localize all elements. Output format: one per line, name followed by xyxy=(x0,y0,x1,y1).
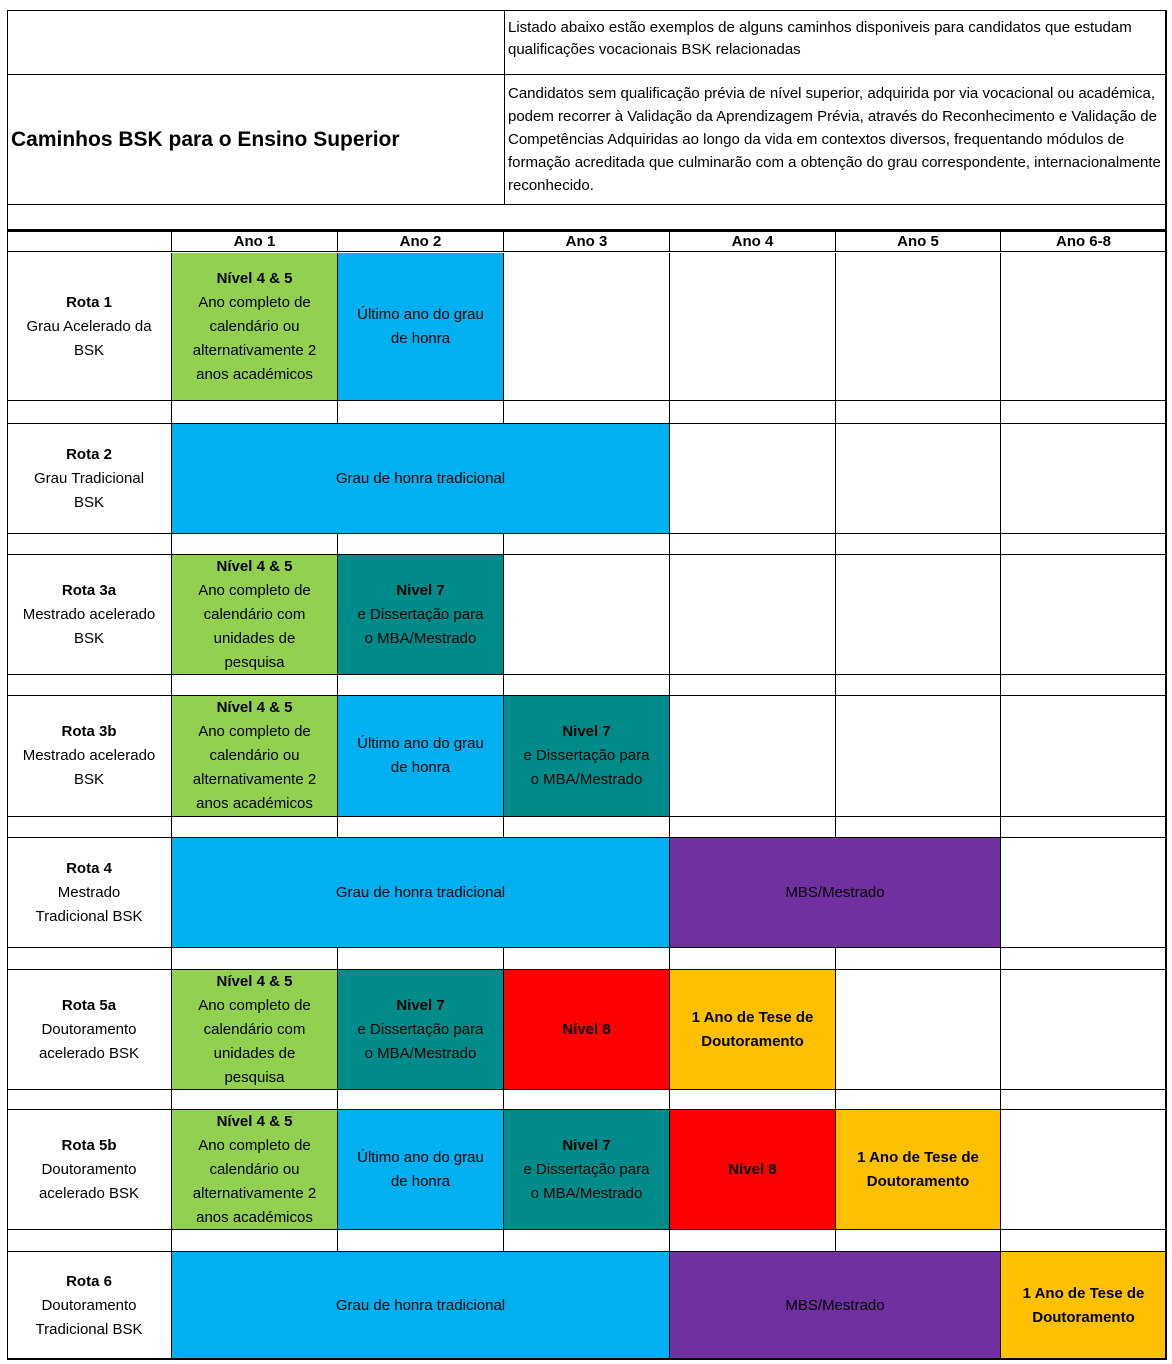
pathway-block-purple xyxy=(670,1252,1001,1360)
block-text xyxy=(357,1146,484,1194)
spacer-cell xyxy=(1001,401,1167,424)
block-line: anos académicos xyxy=(196,365,313,383)
route-label-text xyxy=(34,443,144,515)
year-header-1 xyxy=(172,230,338,252)
route-label-text xyxy=(23,720,156,792)
spacer-cell xyxy=(670,675,836,696)
spacer-cell xyxy=(172,817,338,838)
block-line: 1 Ano de Tese de xyxy=(1022,1284,1145,1302)
block-line: Último ano do grau xyxy=(357,735,484,752)
spacer-cell xyxy=(670,534,836,555)
block-text xyxy=(336,1294,505,1318)
pathway-block-green xyxy=(172,1110,338,1230)
block-line: Nivel 7 xyxy=(396,996,445,1014)
block-line: e Dissertação para xyxy=(357,605,484,623)
route-description-line: Mestrado acelerado xyxy=(22,605,156,623)
block-text xyxy=(358,994,484,1066)
block-line: Ano completo de xyxy=(198,1136,311,1154)
spacer-cell xyxy=(836,534,1001,555)
block-line: Ano completo de xyxy=(198,581,311,599)
empty-cell xyxy=(836,555,1001,675)
block-line: calendário com xyxy=(203,605,306,623)
header-title-cell xyxy=(7,75,505,205)
block-line: Nível 4 & 5 xyxy=(216,1112,293,1130)
spacer-cell xyxy=(7,948,172,970)
block-line: alternativamente 2 xyxy=(192,1184,317,1202)
spacer-cell xyxy=(338,534,504,555)
block-line: o MBA/Mestrado xyxy=(364,629,477,647)
page-title: Caminhos BSK para o Ensino Superior xyxy=(11,127,400,151)
block-line: Nivel 7 xyxy=(396,581,445,599)
block-line: Ano completo de xyxy=(198,293,311,311)
pathway-block-teal xyxy=(338,555,504,675)
route-description-line: BSK xyxy=(73,629,104,647)
description-text: Candidatos sem qualificação prévia de nível superior, adquirida por via vocacional ou académica, podem recorrer à Validação da Aprendizagem Prévia, através do Reconhecimento e Validação de Competências Adquiridas ao longo da vida em contextos diversos, frequentando módulos de formação acreditada que culminarão com a obtenção do grau correspondente, internacionalmente reconhecido. xyxy=(508,85,1161,194)
pathway-block-purple xyxy=(670,838,1001,948)
route-name: Rota 2 xyxy=(66,445,112,463)
header-intro xyxy=(505,10,1167,75)
empty-cell xyxy=(670,696,836,817)
block-line: Doutoramento xyxy=(866,1172,970,1190)
pathway-block-red xyxy=(670,1110,836,1230)
spacer-cell xyxy=(836,1230,1001,1252)
block-text xyxy=(562,1018,610,1042)
block-line: Nível 8 xyxy=(728,1160,777,1178)
year-header-label: Ano 1 xyxy=(233,232,276,250)
spacer-cell xyxy=(670,401,836,424)
spacer-cell xyxy=(172,534,338,555)
block-line: o MBA/Mestrado xyxy=(530,1184,643,1202)
spacer-cell xyxy=(338,1090,504,1110)
spacer-cell xyxy=(172,948,338,970)
pathway-block-blue xyxy=(338,696,504,817)
pathway-block-blue xyxy=(172,838,670,948)
block-line: alternativamente 2 xyxy=(192,771,317,788)
intro-text: Listado abaixo estão exemplos de alguns caminhos disponiveis para candidatos que estudam qualificações vocacionais BSK relacionadas xyxy=(508,19,1132,58)
block-line: pesquisa xyxy=(224,653,285,671)
year-header-4 xyxy=(670,230,836,252)
empty-cell xyxy=(1001,424,1167,534)
pathway-block-orange xyxy=(1001,1252,1167,1360)
block-line: Último ano do grau xyxy=(357,305,484,323)
route-name: Rota 6 xyxy=(66,1272,112,1290)
spacer-cell xyxy=(338,401,504,424)
block-line: de honra xyxy=(390,759,451,776)
block-line: Nível 4 & 5 xyxy=(216,699,293,716)
block-line: Nível 4 & 5 xyxy=(216,269,293,287)
year-header-label: Ano 4 xyxy=(731,232,774,250)
year-header-5 xyxy=(836,230,1001,252)
pathway-block-teal xyxy=(338,970,504,1090)
route-label-text xyxy=(36,1270,143,1342)
block-text xyxy=(785,1294,884,1318)
block-line: calendário ou xyxy=(209,1160,300,1178)
route-name: Rota 1 xyxy=(66,293,112,311)
empty-cell xyxy=(504,253,670,401)
route-description-line: Doutoramento xyxy=(41,1160,137,1178)
spacer-cell xyxy=(1001,1090,1167,1110)
pathways-sheet xyxy=(7,10,1167,1360)
route-name: Rota 4 xyxy=(66,859,112,877)
empty-cell xyxy=(670,555,836,675)
block-text xyxy=(358,579,484,651)
block-text xyxy=(198,555,311,675)
year-header-label: Ano 5 xyxy=(897,232,939,250)
route-label-6 xyxy=(7,970,172,1090)
empty-cell xyxy=(1001,838,1167,948)
spacer-cell xyxy=(338,675,504,696)
route-name: Rota 5a xyxy=(61,996,117,1014)
route-description-line: BSK xyxy=(73,493,104,511)
block-line: 1 Ano de Tese de xyxy=(691,1008,814,1026)
year-header-6 xyxy=(1001,230,1167,252)
block-line: o MBA/Mestrado xyxy=(530,771,643,788)
route-description-line: Doutoramento xyxy=(41,1020,137,1038)
block-line: MBS/Mestrado xyxy=(785,1296,885,1314)
block-line: e Dissertação para xyxy=(523,1160,650,1178)
block-line: Nivel 7 xyxy=(562,723,611,740)
spacer-cell xyxy=(504,675,670,696)
block-line: Ano completo de xyxy=(198,723,311,740)
block-line: anos académicos xyxy=(196,795,313,812)
year-header-corner xyxy=(7,230,172,252)
spacer-cell xyxy=(7,1090,172,1110)
block-line: calendário ou xyxy=(209,317,300,335)
block-text xyxy=(357,303,484,351)
block-text xyxy=(357,732,484,780)
pathway-block-orange xyxy=(836,1110,1001,1230)
route-name: Rota 3b xyxy=(61,723,117,740)
pathway-block-blue xyxy=(172,1252,670,1360)
empty-cell xyxy=(836,696,1001,817)
block-text xyxy=(524,720,650,792)
header-spacer xyxy=(7,205,1167,230)
route-label-5 xyxy=(7,838,172,948)
block-line: Doutoramento xyxy=(701,1032,804,1050)
empty-cell xyxy=(1001,1110,1167,1230)
header-description xyxy=(505,75,1167,205)
block-line: e Dissertação para xyxy=(523,747,650,764)
empty-cell xyxy=(670,253,836,401)
block-text xyxy=(198,970,311,1090)
route-name: Rota 5b xyxy=(61,1136,117,1154)
spacer-cell xyxy=(836,948,1001,970)
block-text xyxy=(193,696,316,816)
spacer-cell xyxy=(670,1230,836,1252)
pathway-block-green xyxy=(172,696,338,817)
route-description-line: Tradicional BSK xyxy=(35,907,143,925)
block-line: o MBA/Mestrado xyxy=(364,1044,477,1062)
empty-cell xyxy=(836,424,1001,534)
pathway-block-red xyxy=(504,970,670,1090)
route-description-line: BSK xyxy=(73,341,104,359)
spacer-cell xyxy=(172,401,338,424)
spacer-cell xyxy=(338,817,504,838)
block-line: Nível 4 & 5 xyxy=(216,557,293,575)
empty-cell xyxy=(670,424,836,534)
spacer-cell xyxy=(504,948,670,970)
empty-cell xyxy=(1001,253,1167,401)
spacer-cell xyxy=(7,1230,172,1252)
spacer-cell xyxy=(7,817,172,838)
route-label-text xyxy=(39,1134,139,1206)
pathway-block-blue xyxy=(338,1110,504,1230)
pathway-block-teal xyxy=(504,696,670,817)
block-text xyxy=(336,467,505,491)
empty-cell xyxy=(836,970,1001,1090)
spacer-cell xyxy=(1001,534,1167,555)
block-line: Último ano do grau xyxy=(357,1148,484,1166)
spacer-cell xyxy=(1001,817,1167,838)
block-line: MBS/Mestrado xyxy=(785,883,885,901)
route-label-2 xyxy=(7,424,172,534)
route-label-text xyxy=(36,857,143,929)
block-line: pesquisa xyxy=(224,1068,285,1086)
route-label-7 xyxy=(7,1110,172,1230)
block-line: Grau de honra tradicional xyxy=(335,1296,506,1314)
block-line: calendário ou xyxy=(209,747,300,764)
block-text xyxy=(1023,1282,1145,1330)
spacer-cell xyxy=(836,817,1001,838)
route-description-line: Tradicional BSK xyxy=(35,1320,143,1338)
empty-cell xyxy=(1001,696,1167,817)
block-text xyxy=(524,1134,650,1206)
spacer-cell xyxy=(670,948,836,970)
block-line: unidades de xyxy=(213,1044,296,1062)
route-description-line: acelerado BSK xyxy=(38,1184,140,1202)
block-line: unidades de xyxy=(213,629,296,647)
pathway-block-orange xyxy=(670,970,836,1090)
block-text xyxy=(193,267,316,387)
route-label-text xyxy=(39,994,139,1066)
spacer-cell xyxy=(7,534,172,555)
year-header-2 xyxy=(338,230,504,252)
route-label-1 xyxy=(7,253,172,401)
block-line: calendário com xyxy=(203,1020,306,1038)
block-line: Grau de honra tradicional xyxy=(335,469,506,487)
route-description-line: acelerado BSK xyxy=(38,1044,140,1062)
block-line: Ano completo de xyxy=(198,996,311,1014)
empty-cell xyxy=(1001,555,1167,675)
year-header-label: Ano 3 xyxy=(565,232,608,250)
route-description-line: Grau Acelerado da xyxy=(26,317,152,335)
route-label-8 xyxy=(7,1252,172,1360)
block-line: de honra xyxy=(390,1172,451,1190)
block-line: Nível 4 & 5 xyxy=(216,972,293,990)
block-line: Nivel 7 xyxy=(562,1136,611,1154)
empty-cell xyxy=(504,555,670,675)
route-label-3 xyxy=(7,555,172,675)
block-line: de honra xyxy=(390,329,451,347)
empty-cell xyxy=(836,253,1001,401)
year-header-3 xyxy=(504,230,670,252)
block-text xyxy=(193,1110,316,1230)
spacer-cell xyxy=(1001,1230,1167,1252)
block-line: e Dissertação para xyxy=(357,1020,484,1038)
empty-cell xyxy=(1001,970,1167,1090)
block-line: Doutoramento xyxy=(1032,1308,1135,1326)
block-text xyxy=(857,1146,979,1194)
spacer-cell xyxy=(836,675,1001,696)
route-label-4 xyxy=(7,696,172,817)
spacer-cell xyxy=(670,817,836,838)
route-description-line: BSK xyxy=(73,771,104,788)
spacer-cell xyxy=(172,1230,338,1252)
spacer-cell xyxy=(1001,948,1167,970)
pathway-block-blue xyxy=(338,253,504,401)
block-text xyxy=(336,881,505,905)
year-header-label: Ano 2 xyxy=(399,232,442,250)
route-label-text xyxy=(26,291,151,363)
spacer-cell xyxy=(1001,675,1167,696)
spacer-cell xyxy=(172,1090,338,1110)
pathway-block-green xyxy=(172,253,338,401)
block-line: Grau de honra tradicional xyxy=(335,883,506,901)
block-text xyxy=(785,881,884,905)
route-description-line: Grau Tradicional xyxy=(33,469,145,487)
spacer-cell xyxy=(172,675,338,696)
spacer-cell xyxy=(504,534,670,555)
route-label-text xyxy=(23,579,156,651)
block-line: Nível 8 xyxy=(562,1020,611,1038)
spacer-cell xyxy=(836,401,1001,424)
header-left-top xyxy=(7,10,505,75)
block-text xyxy=(728,1158,776,1182)
route-name: Rota 3a xyxy=(61,581,117,599)
spacer-cell xyxy=(670,1090,836,1110)
spacer-cell xyxy=(504,401,670,424)
spacer-cell xyxy=(7,675,172,696)
spacer-cell xyxy=(504,1090,670,1110)
block-text xyxy=(692,1006,814,1054)
route-description-line: Doutoramento xyxy=(41,1296,137,1314)
pathway-block-teal xyxy=(504,1110,670,1230)
route-description-line: Mestrado xyxy=(57,883,121,901)
pathway-block-blue xyxy=(172,424,670,534)
year-header-label: Ano 6-8 xyxy=(1055,232,1111,250)
block-line: 1 Ano de Tese de xyxy=(857,1148,979,1166)
spacer-cell xyxy=(338,1230,504,1252)
spacer-cell xyxy=(338,948,504,970)
spacer-cell xyxy=(836,1090,1001,1110)
spacer-cell xyxy=(504,817,670,838)
spacer-cell xyxy=(504,1230,670,1252)
pathway-block-green xyxy=(172,970,338,1090)
pathway-block-green xyxy=(172,555,338,675)
block-line: anos académicos xyxy=(196,1208,313,1226)
spacer-cell xyxy=(7,401,172,424)
route-description-line: Mestrado acelerado xyxy=(22,747,156,764)
block-line: alternativamente 2 xyxy=(192,341,317,359)
